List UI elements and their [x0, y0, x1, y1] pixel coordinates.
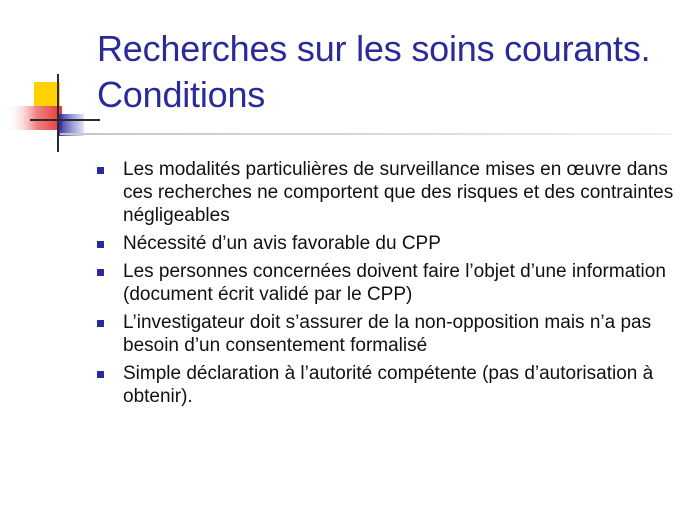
square-bullet-icon: [97, 269, 104, 276]
bullet-item: [95, 260, 685, 306]
bullet-text: Les modalités particulières de surveillance mises en œuvre dans ces recherches ne comportent que des risques et des contraintes négligeables: [123, 159, 674, 226]
square-bullet-icon: [97, 320, 104, 327]
square-bullet-icon: [97, 167, 104, 174]
bullet-text: Simple déclaration à l’autorité compétente (pas d’autorisation à obtenir).: [123, 363, 654, 407]
title-divider: [60, 133, 672, 135]
square-bullet-icon: [97, 241, 104, 248]
bullet-item: [95, 362, 685, 408]
bullet-item: [95, 158, 685, 227]
bullet-text: Nécessité d’un avis favorable du CPP: [123, 233, 441, 254]
slide-title: Recherches sur les soins courants. Conditions: [97, 28, 651, 115]
bullet-item: [95, 232, 685, 255]
square-bullet-icon: [97, 371, 104, 378]
crosshair-squares-logo-icon: [0, 60, 110, 160]
bullet-text: Les personnes concernées doivent faire l’objet d’une information (document écrit validé par le CPP): [123, 261, 666, 305]
bullet-item: [95, 311, 685, 357]
bullet-text: L’investigateur doit s’assurer de la non-opposition mais n’a pas besoin d’un consentement formalisé: [123, 312, 652, 356]
bullet-list: [95, 158, 685, 413]
